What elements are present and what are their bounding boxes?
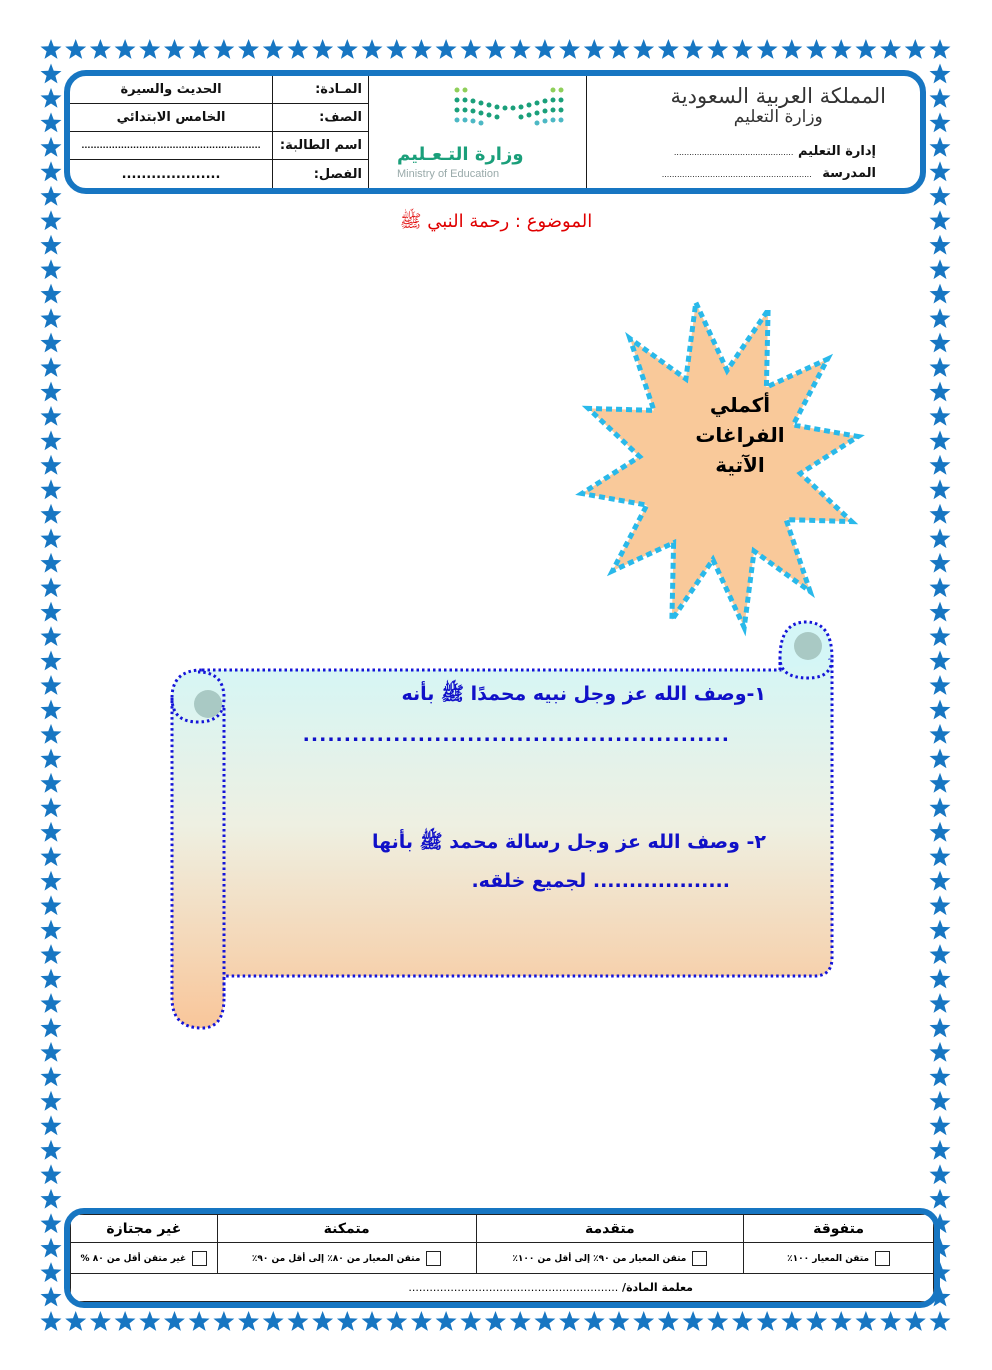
border-star-icon [65,1311,86,1331]
border-star-icon [930,626,951,646]
border-star-icon [559,39,580,59]
border-star-icon [41,455,62,475]
border-star-icon [485,39,506,59]
border-star-icon [41,137,62,157]
criteria-proficient [217,1243,476,1274]
checkbox-not-passed[interactable] [192,1251,207,1266]
border-star-icon [930,748,951,768]
border-star-icon [930,871,951,891]
border-star-icon [930,1140,951,1160]
border-star-icon [41,186,62,206]
border-star-icon [930,602,951,622]
kingdom-line2: وزارة التعليم [733,107,823,127]
header-labels-column [272,76,368,188]
border-star-icon [41,822,62,842]
border-star-icon [41,1066,62,1086]
border-star-icon [41,88,62,108]
border-star-icon [312,39,333,59]
border-star-icon [930,235,951,255]
border-star-icon [930,1115,951,1135]
border-star-icon [41,161,62,181]
border-star-icon [115,39,136,59]
border-star-icon [41,871,62,891]
border-star-icon [362,39,383,59]
border-star-icon [386,39,407,59]
border-star-icon [707,1311,728,1331]
border-star-icon [41,357,62,377]
border-star-icon [41,1042,62,1062]
border-star-icon [510,39,531,59]
border-star-icon [436,1311,457,1331]
border-star-icon [362,1311,383,1331]
checkbox-advanced[interactable] [692,1251,707,1266]
question-1-blank[interactable]: .................................................... [302,724,730,746]
border-star-icon [41,430,62,450]
grading-footer [64,1208,940,1308]
border-star-icon [337,39,358,59]
border-star-icon [41,675,62,695]
border-star-icon [707,39,728,59]
criteria-excellent-text: متقن المعيار ١٠٠٪ [787,1253,870,1264]
criteria-proficient-text: متقن المعيار من ٨٠٪ إلى أقل من ٩٠٪ [251,1253,421,1264]
border-star-icon [41,333,62,353]
border-star-icon [905,1311,926,1331]
border-star-icon [683,39,704,59]
border-star-icon [90,1311,111,1331]
border-star-icon [757,39,778,59]
class-label: الفصل: [313,166,362,182]
border-star-icon [164,39,185,59]
border-star-icon [930,382,951,402]
border-star-icon [856,39,877,59]
instruction-line2: الفراغات [695,423,785,447]
border-star-icon [781,39,802,59]
border-star-icon [930,259,951,279]
border-star-icon [41,259,62,279]
border-star-icon [41,993,62,1013]
header-values-column [70,76,272,188]
border-star-icon [41,1262,62,1282]
border-star-icon [41,797,62,817]
criteria-excellent [744,1243,934,1274]
border-star-icon [41,1189,62,1209]
level-advanced: متقدمة [476,1215,744,1243]
level-excellent: متفوقة [744,1215,934,1243]
border-star-icon [732,1311,753,1331]
border-star-icon [41,773,62,793]
border-star-icon [930,577,951,597]
border-star-icon [633,1311,654,1331]
border-star-icon [460,1311,481,1331]
border-star-icon [880,1311,901,1331]
instruction-line3: الآتية [715,453,765,477]
border-star-icon [781,1311,802,1331]
border-star-icon [658,1311,679,1331]
criteria-not-passed [71,1243,218,1274]
border-star-icon [386,1311,407,1331]
border-star-icon [288,39,309,59]
border-star-icon [658,39,679,59]
border-star-icon [930,724,951,744]
border-star-icon [757,1311,778,1331]
border-star-icon [189,1311,210,1331]
subject-value: الحديث والسيرة [70,76,272,104]
border-star-icon [930,822,951,842]
border-star-icon [41,284,62,304]
border-star-icon [930,1018,951,1038]
teacher-row [71,1274,934,1302]
border-star-icon [930,993,951,1013]
border-star-icon [213,39,234,59]
border-star-icon [41,1213,62,1233]
border-star-icon [534,1311,555,1331]
grading-table [70,1214,934,1302]
grade-value: الخامس الابتدائي [70,104,272,132]
topic-title: الموضوع : رحمة النبي ﷺ [399,211,593,232]
teacher-field[interactable]: ............................................................ [408,1281,619,1294]
border-star-icon [337,1311,358,1331]
border-star-icon [288,1311,309,1331]
border-star-icon [41,528,62,548]
border-star-icon [139,39,160,59]
border-star-icon [930,504,951,524]
border-star-icon [930,920,951,940]
criteria-advanced [476,1243,744,1274]
border-star-icon [930,308,951,328]
border-star-icon [41,382,62,402]
ministry-logo-cell [368,76,586,188]
border-star-icon [930,479,951,499]
border-star-icon [41,748,62,768]
border-star-icon [930,773,951,793]
border-star-icon [930,88,951,108]
border-star-icon [41,406,62,426]
border-star-icon [238,1311,259,1331]
border-star-icon [263,39,284,59]
border-star-icon [930,406,951,426]
border-star-icon [930,430,951,450]
border-star-icon [930,846,951,866]
criteria-not-passed-text: غير متقن أقل من ٨٠ % [80,1253,187,1264]
border-star-icon [534,39,555,59]
border-star-icon [880,39,901,59]
subject-label: المـادة: [273,76,368,104]
instruction-text [660,390,820,480]
border-star-icon [584,1311,605,1331]
border-star-icon [41,553,62,573]
border-star-icon [609,39,630,59]
border-star-icon [609,1311,630,1331]
border-star-icon [164,1311,185,1331]
border-star-icon [65,39,86,59]
border-star-icon [930,137,951,157]
border-star-icon [41,944,62,964]
border-star-icon [41,1311,62,1331]
border-star-icon [460,39,481,59]
border-star-icon [930,553,951,573]
border-star-icon [831,39,852,59]
border-star-icon [41,626,62,646]
admin-row [674,144,876,159]
border-star-icon [930,895,951,915]
border-star-icon [930,161,951,181]
border-star-icon [930,969,951,989]
question-2: ٢- وصف الله عز وجل رسالة محمد ﷺ بأنها [371,831,766,853]
border-star-icon [411,1311,432,1331]
border-star-icon [930,1042,951,1062]
border-star-icon [930,39,951,59]
border-star-icon [41,112,62,132]
border-star-icon [41,846,62,866]
border-star-icon [806,1311,827,1331]
instruction-line1: أكملي [709,393,771,417]
border-star-icon [41,1018,62,1038]
student-name-label: اسم الطالبة: [273,132,368,160]
border-star-icon [510,1311,531,1331]
grade-label: الصف: [273,104,368,132]
border-star-icon [41,1238,62,1258]
checkbox-excellent[interactable] [875,1251,890,1266]
checkbox-proficient[interactable] [426,1251,441,1266]
ministry-name-en: Ministry of Education [397,168,500,180]
kingdom-calligraphy-logo [671,86,886,128]
border-star-icon [683,1311,704,1331]
border-star-icon [41,724,62,744]
ministry-name-ar: وزارة التـعـليم [397,144,524,165]
border-star-icon [930,797,951,817]
border-star-icon [930,333,951,353]
border-star-icon [930,455,951,475]
border-star-icon [41,1140,62,1160]
border-star-icon [905,39,926,59]
border-star-icon [41,895,62,915]
border-star-icon [930,1066,951,1086]
border-star-icon [930,1189,951,1209]
border-star-icon [263,1311,284,1331]
border-star-icon [930,700,951,720]
border-star-icon [411,39,432,59]
border-star-icon [41,920,62,940]
border-star-icon [41,39,62,59]
border-star-icon [115,1311,136,1331]
border-star-icon [806,39,827,59]
criteria-advanced-text: متقن المعيار من ٩٠٪ إلى أقل من ١٠٠٪ [512,1253,687,1264]
student-name-field[interactable]: ........................................................... [70,132,272,160]
border-star-icon [41,1115,62,1135]
border-star-icon [930,186,951,206]
border-star-icon [41,64,62,84]
border-star-icon [213,1311,234,1331]
border-star-icon [139,1311,160,1331]
level-proficient: متمكنة [217,1215,476,1243]
border-star-icon [41,308,62,328]
border-star-icon [930,651,951,671]
border-star-icon [41,479,62,499]
school-label: المدرسة [822,166,876,181]
border-star-icon [930,64,951,84]
border-star-icon [312,1311,333,1331]
border-star-icon [633,39,654,59]
border-star-icon [436,39,457,59]
border-star-icon [41,1091,62,1111]
border-star-icon [485,1311,506,1331]
border-star-icon [41,969,62,989]
border-star-icon [930,1091,951,1111]
border-star-icon [189,39,210,59]
school-field[interactable]: ........................................................... [661,170,812,179]
admin-field[interactable]: ............................................... [673,148,794,157]
border-star-icon [930,944,951,964]
border-star-icon [930,112,951,132]
border-star-icon [559,1311,580,1331]
border-star-icon [584,39,605,59]
border-star-icon [930,675,951,695]
header-box [64,70,926,194]
level-not-passed: غير مجتازة [71,1215,218,1243]
admin-label: إدارة التعليم [797,144,876,159]
class-field[interactable]: .................... [121,166,221,182]
border-star-icon [41,235,62,255]
kingdom-line1: المملكة العربية السعودية [670,84,886,108]
border-star-icon [930,528,951,548]
question-2-line2[interactable]: ................... لجميع خلقه. [471,870,730,892]
border-star-icon [41,504,62,524]
border-star-icon [41,602,62,622]
teacher-label: معلمة المادة/ [622,1281,693,1294]
border-star-icon [930,1164,951,1184]
border-star-icon [41,577,62,597]
scroll-banner [168,618,848,1038]
border-star-icon [930,1311,951,1331]
border-star-icon [41,1287,62,1307]
border-star-icon [732,39,753,59]
border-star-icon [856,1311,877,1331]
question-1: ١-وصف الله عز وجل نبيه محمدًا ﷺ بأنه [401,683,766,705]
school-row [662,166,876,181]
border-star-icon [41,651,62,671]
border-star-icon [930,284,951,304]
border-star-icon [831,1311,852,1331]
border-star-icon [41,1164,62,1184]
border-star-icon [238,39,259,59]
border-star-icon [90,39,111,59]
ministry-logo-icon [451,86,571,132]
kingdom-cell [586,76,920,188]
border-star-icon [930,357,951,377]
border-star-icon [41,700,62,720]
